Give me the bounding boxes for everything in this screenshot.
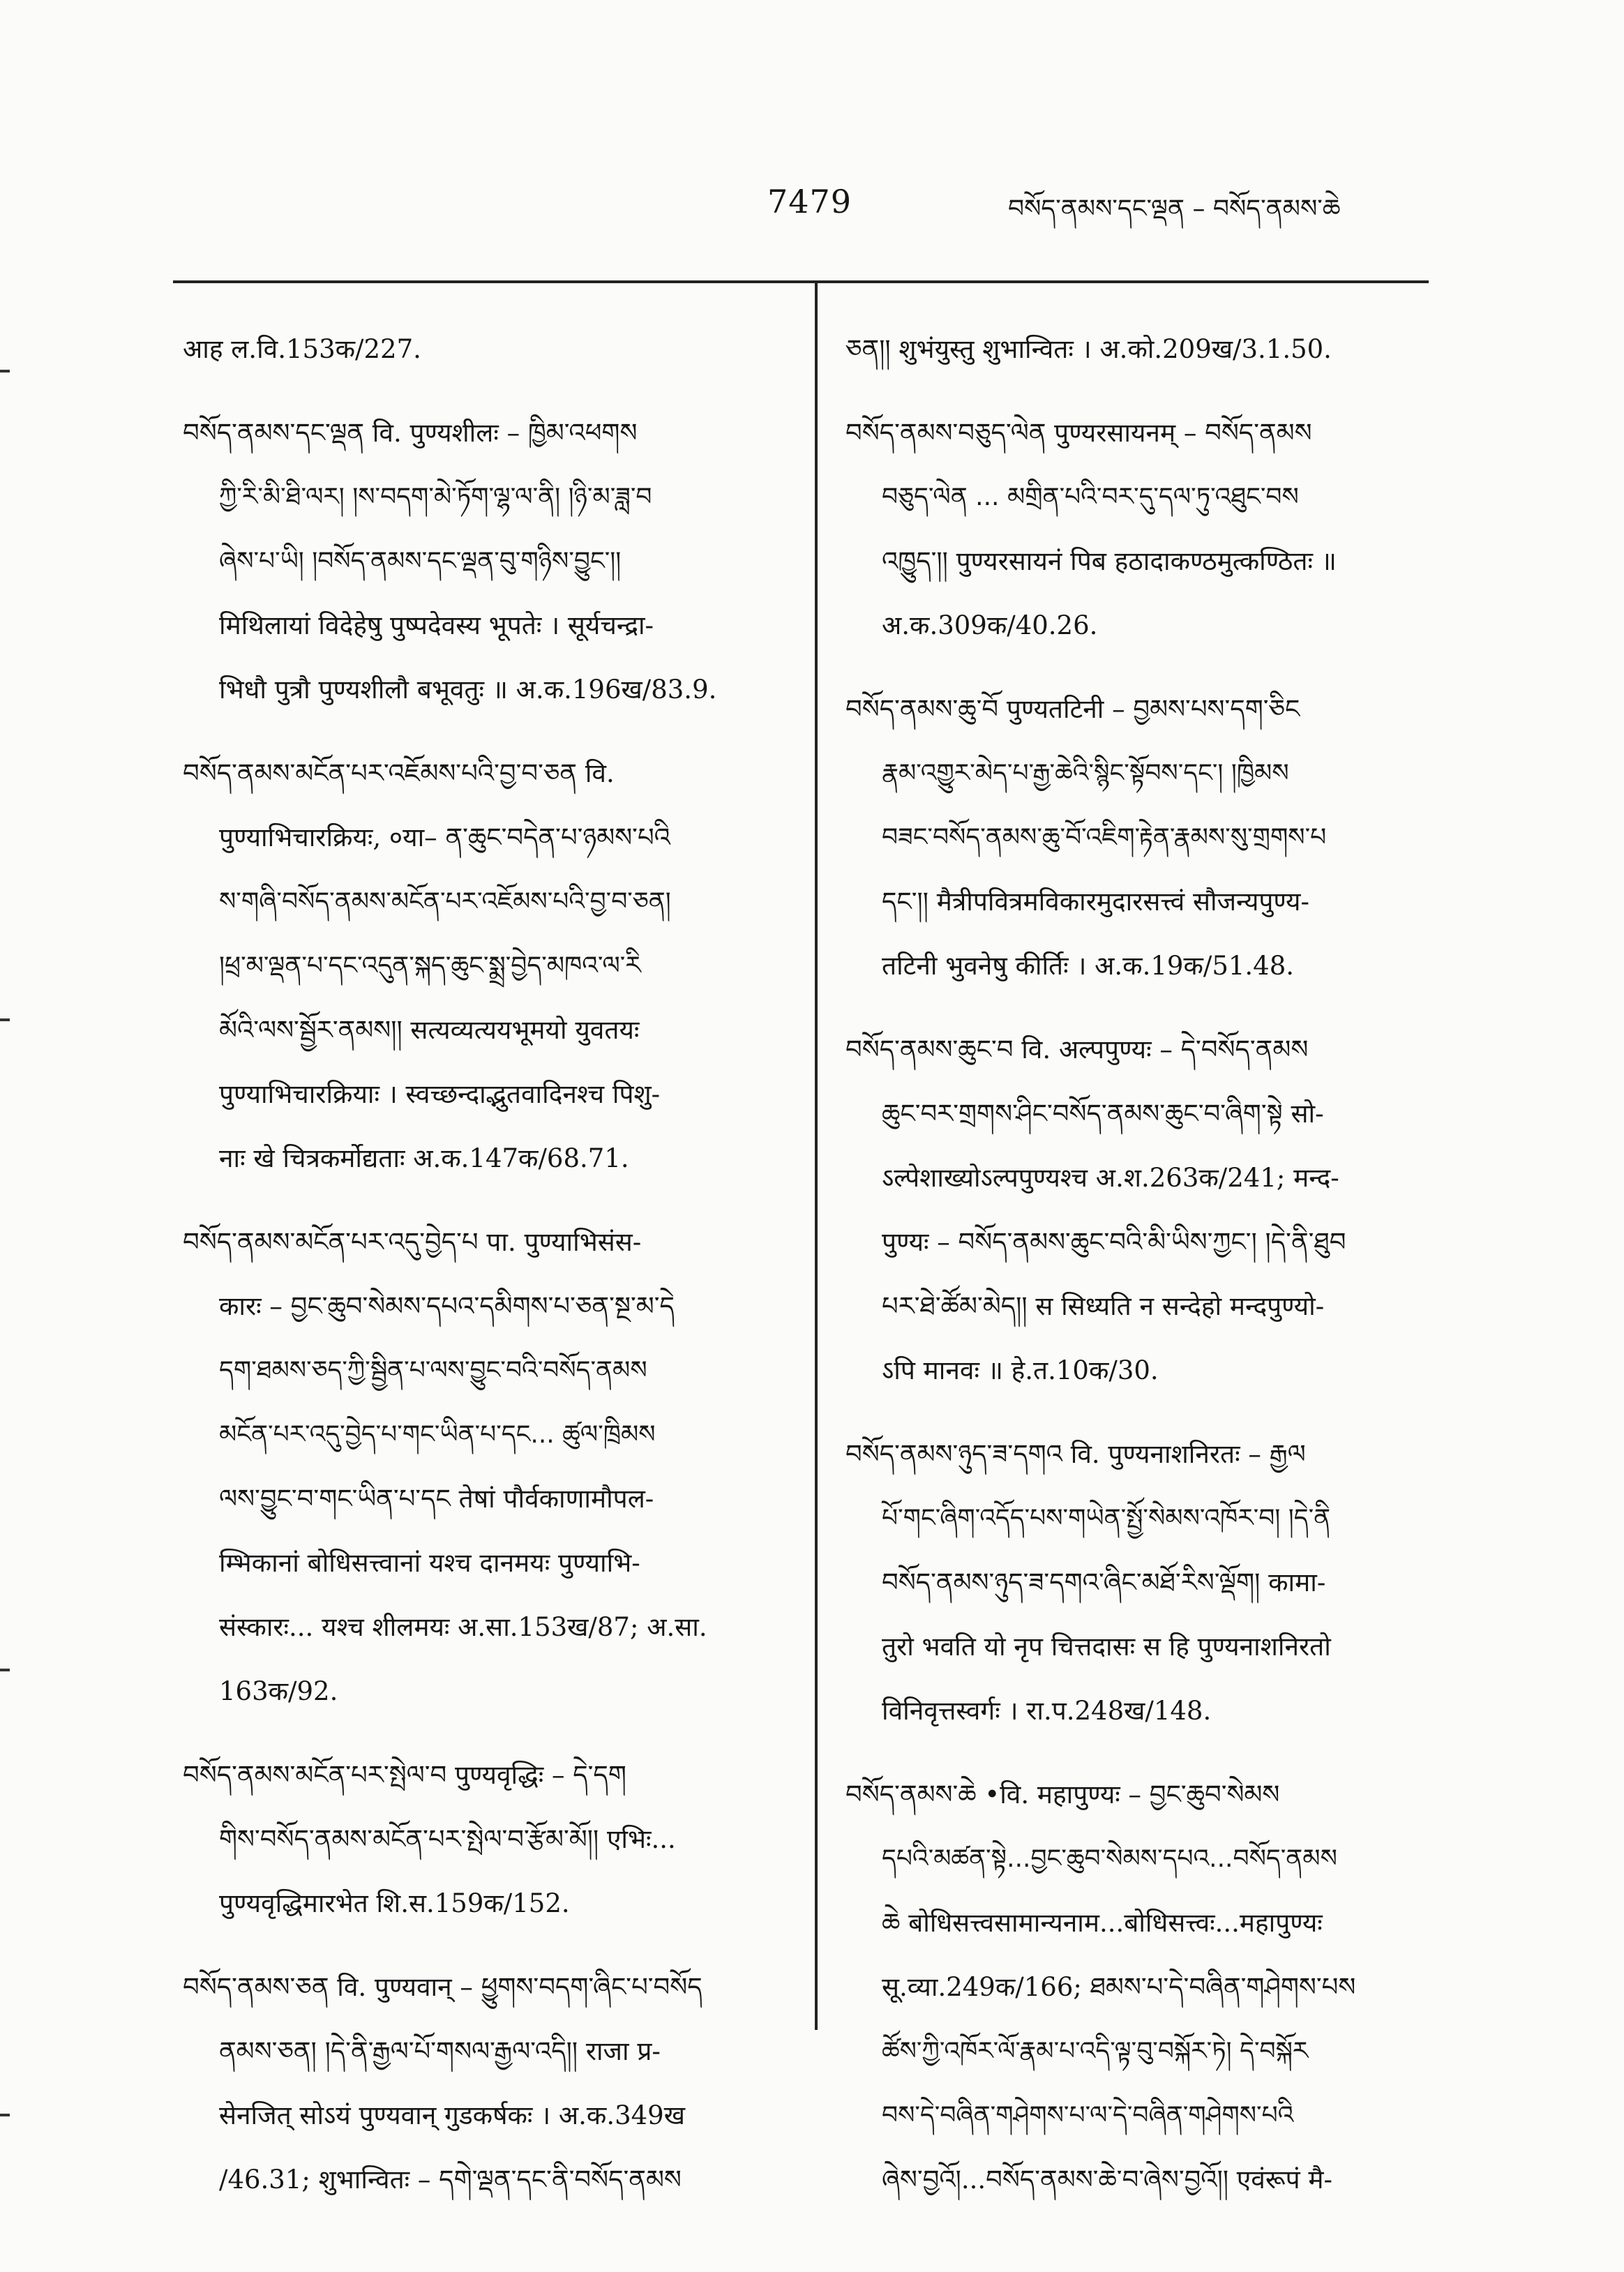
margin-mark — [0, 2114, 10, 2116]
entry-line: ས་གཞི་བསོད་ནམས་མངོན་པར་འཇོམས་པའི་བྱ་བ་ཅན། — [219, 887, 671, 916]
entry-line: ཀྱི་རི་མི་ཐི་ལར། །ས་བདག་མེ་ཏོག་ལྷ་ལ་ནི། །ཉི་མ་ཟླ་བ — [219, 483, 652, 511]
entry-headword-line: ཅན།། शुभंयुस्तु शुभान्वितः । अ.को.209ख/3.1.50. — [845, 334, 1332, 364]
entry-line: མངོན་པར་འདུ་བྱེད་པ་གང་ཡིན་པ་དང... ཚུལ་ཁྲིམས — [219, 1420, 656, 1449]
entry-line: कारः – བྱང་ཆུབ་སེམས་དཔའ་དམིགས་པ་ཅན་སྔ་མ་དེ — [219, 1291, 675, 1321]
entry-line: विनिवृत्तस्वर्गः । रा.प.248ख/148. — [882, 1696, 1212, 1726]
entry-line: पुण्यवृद्धिमारभेत शि.स.159क/152. — [219, 1888, 570, 1918]
entry-line: བཅུད་ལེན ... མགྲིན་པའི་བར་དུ་དལ་ཏུ་འཐུང་བས — [882, 483, 1299, 511]
entry-line: དང་།། मैत्रीपवित्रमविकारमुदारसत्त्वं सौजन्यपुण्य- — [882, 887, 1309, 917]
entry-line: पुण्याभिचारक्रियाः । स्वच्छन्दाद्भुतवादिनश्च पिशु- — [219, 1079, 661, 1109]
dictionary-entry — [183, 401, 797, 722]
dictionary-entry — [845, 401, 1459, 658]
entry-line: संस्कारः... यश्च शीलमयः अ.सा.153ख/87; अ.सा. — [219, 1612, 707, 1642]
entry-line: པར་ཐེ་ཚོམ་མེད།། स सिध्यति न सन्देहो मन्दपुण्यो- — [882, 1291, 1325, 1321]
left-column — [183, 317, 797, 2232]
entry-line: བས་དེ་བཞིན་གཤེགས་པ་ལ་དེ་བཞིན་གཤེགས་པའི — [882, 2101, 1294, 2130]
margin-mark — [0, 1669, 10, 1671]
entry-line: མོའི་ལས་སྦྱོར་ནམས།། सत्यव्यत्ययभूमयो युवतयः — [219, 1015, 640, 1045]
dictionary-entry — [183, 1743, 797, 1936]
right-column — [845, 317, 1459, 2232]
entry-line: मिथिलायां विदेहेषु पुष्पदेवस्य भूपतेः । सूर्यचन्द्रा- — [219, 610, 654, 640]
dictionary-entry — [183, 1210, 797, 1724]
entry-line: तटिनी भुवनेषु कीर्तिः । अ.क.19क/51.48. — [882, 951, 1295, 981]
dictionary-entry — [845, 677, 1459, 998]
entry-line: पुण्याभिचारक्रियः, ०या– ན་ཆུང་བདེན་པ་ཉམས་པའི — [219, 822, 670, 852]
dictionary-entry — [183, 1955, 797, 2212]
entry-line: །ཕྲ་མ་ལྡན་པ་དང་འདུན་སྐད་ཆུང་སྨྲ་བྱེད་མཁའ་ལ་རི — [219, 951, 641, 980]
entry-line: नाः खे चित्रकर्मोद्यताः अ.क.147क/68.71. — [219, 1143, 629, 1173]
margin-mark — [0, 370, 10, 373]
column-divider — [815, 283, 818, 2030]
dictionary-entry — [845, 1422, 1459, 1743]
entry-headword-line: བསོད་ནམས་ཆེ •वि. महापुण्यः – བྱང་ཆུབ་སེམས — [845, 1780, 1280, 1810]
entry-line: ནམས་ཅན། །དེ་ནི་རྒྱལ་པོ་གསལ་རྒྱལ་འདི།། राजा प्र- — [219, 2036, 661, 2066]
dictionary-entry — [845, 1018, 1459, 1403]
entry-line: བསོད་ནམས་ཉུད་ཟ་དགའ་ཞིང་མཐོ་རིས་ལྡོག། कामा- — [882, 1567, 1326, 1597]
dictionary-entry — [845, 1763, 1459, 2212]
entry-headword-line: བསོད་ནམས་མངོན་པར་འདུ་བྱེད་པ पा. पुण्याभिसंस- — [183, 1227, 642, 1257]
entry-line: དཔའི་མཚན་སྟེ...བྱང་ཆུབ་སེམས་དཔའ...བསོད་ནམས — [882, 1844, 1337, 1873]
entry-line: ཆུང་བར་གྲགས་ཤིང་བསོད་ནམས་ཆུང་བ་ཞིག་སྟེ सो- — [882, 1099, 1324, 1129]
guide-words: བསོད་ནམས་དང་ལྡན – བསོད་ནམས་ཆེ — [1008, 195, 1341, 223]
header-rule — [173, 280, 1429, 283]
entry-line: पुण्यः – བསོད་ནམས་ཆུང་བའི་མི་ཡིས་ཀྱང་། །དེ་ནི་ཐུབ — [882, 1227, 1346, 1257]
margin-mark — [0, 1018, 10, 1021]
entry-headword-line: བསོད་ནམས་མངོན་པར་སྤེལ་བ पुण्यवृद्धिः – དེ་དག — [183, 1760, 626, 1790]
entry-line: ऽपि मानवः ॥ हे.त.10क/30. — [882, 1355, 1159, 1385]
entry-line: भिधौ पुत्रौ पुण्यशीलौ बभूवतुः ॥ अ.क.196ख/83.9. — [219, 675, 717, 705]
entry-headword-line: आह ल.वि.153क/227. — [183, 334, 421, 364]
page-number: 7479 — [767, 183, 852, 220]
entry-headword-line: བསོད་ནམས་ཆུ་བོ पुण्यतटिनी – བྱམས་པས་དག་ཅིང — [845, 694, 1300, 724]
entry-line: ཞེས་བྱའོ།...བསོད་ནམས་ཆེ་བ་ཞེས་བྱའོ།། एवंरूपं मै- — [882, 2165, 1332, 2195]
dictionary-entry — [183, 317, 797, 382]
entry-headword-line: བསོད་ནམས་མངོན་པར་འཇོམས་པའི་བྱ་བ་ཅན वि. — [183, 758, 615, 788]
entry-line: བཟང་བསོད་ནམས་ཆུ་བོ་འཇིག་རྟེན་རྣམས་སུ་གྲགས་པ — [882, 823, 1327, 852]
entry-headword-line: བསོད་ནམས་ཅན वि. पुण्यवान् – ཕྱུགས་བདག་ཞིང་པ་བསོད — [183, 1972, 702, 2002]
entry-line: དག་ཐམས་ཅད་ཀྱི་སྦྱིན་པ་ལས་བྱུང་བའི་བསོད་ནམས — [219, 1356, 647, 1385]
entry-line: ཆེ बोधिसत्त्वसामान्यनाम...बोधिसत्त्वः...महापुण्यः — [882, 1908, 1323, 1938]
entry-line: सू.व्या.249क/166; ཐམས་པ་དེ་བཞིན་གཤེགས་པས — [882, 1972, 1356, 2002]
dictionary-entry — [183, 742, 797, 1191]
entry-line: ऽल्पेशाख्योऽल्पपुण्यश्च अ.श.263क/241; मन्द- — [882, 1163, 1339, 1193]
entry-line: པོ་གང་ཞིག་འདོད་པས་གཡེན་སྤྱོ་སེམས་འཁོར་བ། །དེ་ནི — [882, 1504, 1331, 1533]
entry-line: 163क/92. — [219, 1676, 338, 1706]
entry-line: གིས་བསོད་ནམས་མངོན་པར་སྤེལ་བ་རྩོམ་མོ།། एभिः... — [219, 1824, 676, 1854]
dictionary-entry — [845, 317, 1459, 382]
entry-line: सेनजित् सोऽयं पुण्यवान् गुडकर्षकः । अ.क.349ख — [219, 2100, 685, 2130]
entry-line: ཚོས་ཀྱི་འཁོར་ལོ་རྣམ་པ་འདི་ལྟ་བུ་བསྐོར་ཏེ། དེ་བསྐོར — [882, 2037, 1309, 2066]
entry-line: अ.क.309क/40.26. — [882, 610, 1098, 640]
entry-line: तुरो भवति यो नृप चित्तदासः स हि पुण्यनाशनिरतो — [882, 1632, 1331, 1662]
entry-headword-line: བསོད་ནམས་ཆུང་བ वि. अल्पपुण्यः – དེ་བསོད་ནམས — [845, 1035, 1309, 1064]
entry-line: རྣམ་འགྱུར་མེད་པ་རྒྱ་ཆེའི་སྙིང་སྟོབས་དང་། །ཁྱིམས — [882, 759, 1289, 788]
entry-headword-line: བསོད་ནམས་དང་ལྡན वि. पुण्यशीलः – ཁྱིམ་འཕགས — [183, 418, 638, 448]
entry-headword-line: བསོད་ནམས་ཉུད་ཟ་དགའ वि. पुण्यनाशनिरतः – རྒྱལ — [845, 1439, 1306, 1469]
entry-line: ཞེས་པ་ཡི། །བསོད་ནམས་དང་ལྡན་བུ་གཉིས་བྱུང་།། — [219, 547, 622, 575]
entry-headword-line: བསོད་ནམས་བཅུད་ལེན पुण्यरसायनम् – བསོད་ནམས — [845, 418, 1312, 448]
entry-line: འཁྱུད་།། पुण्यरसायनं पिब हठादाकण्ठमुत्कण्ठितः ॥ — [882, 546, 1337, 576]
entry-line: /46.31; शुभान्वितः – དགེ་ལྡན་དང་ནི་བསོད་ནམས — [219, 2165, 682, 2195]
entry-line: ལས་བྱུང་བ་གང་ཡིན་པ་དང तेषां पौर्वकाणामौपल- — [219, 1484, 654, 1514]
entry-line: म्भिकानां बोधिसत्त्वानां यश्च दानमयः पुण्याभि- — [219, 1548, 640, 1578]
